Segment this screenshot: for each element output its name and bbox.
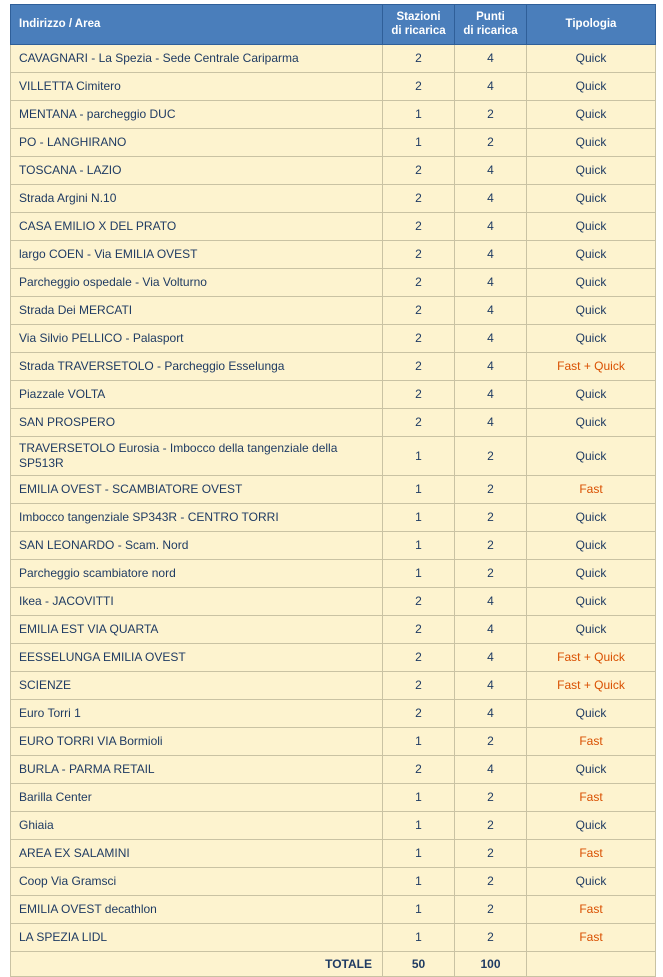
- cell-stations: 1: [383, 783, 455, 811]
- table-row: [11, 727, 656, 755]
- table-row: [11, 128, 656, 156]
- total-type: [527, 951, 656, 976]
- cell-stations: 1: [383, 839, 455, 867]
- cell-stations: 2: [383, 240, 455, 268]
- column-header-stations-line2: di ricarica: [391, 25, 446, 38]
- table-row: [11, 643, 656, 671]
- table-row: [11, 212, 656, 240]
- cell-type: Quick: [527, 559, 656, 587]
- cell-points: 2: [455, 503, 527, 531]
- cell-stations: 2: [383, 184, 455, 212]
- table-row: [11, 811, 656, 839]
- table-footer-row: [11, 951, 656, 976]
- cell-stations: 1: [383, 100, 455, 128]
- table-row: [11, 296, 656, 324]
- cell-points: 4: [455, 643, 527, 671]
- cell-points: 4: [455, 587, 527, 615]
- cell-points: 4: [455, 268, 527, 296]
- table-header: [11, 5, 656, 45]
- cell-type: Quick: [527, 72, 656, 100]
- cell-type: Quick: [527, 587, 656, 615]
- cell-type: Quick: [527, 296, 656, 324]
- cell-type: Quick: [527, 380, 656, 408]
- cell-address: BURLA - PARMA RETAIL: [11, 755, 383, 783]
- cell-points: 2: [455, 867, 527, 895]
- cell-address: MENTANA - parcheggio DUC: [11, 100, 383, 128]
- table-row: [11, 240, 656, 268]
- table-row: [11, 184, 656, 212]
- cell-stations: 2: [383, 587, 455, 615]
- table-footer: [11, 951, 656, 976]
- cell-points: 2: [455, 923, 527, 951]
- cell-address: SCIENZE: [11, 671, 383, 699]
- cell-stations: 2: [383, 72, 455, 100]
- cell-type: Quick: [527, 128, 656, 156]
- cell-points: 2: [455, 128, 527, 156]
- cell-address: EMILIA OVEST decathlon: [11, 895, 383, 923]
- cell-points: 4: [455, 184, 527, 212]
- table-row: [11, 531, 656, 559]
- cell-type: Fast: [527, 727, 656, 755]
- column-header-address: Indirizzo / Area: [11, 5, 383, 45]
- cell-type: Quick: [527, 240, 656, 268]
- cell-address: SAN PROSPERO: [11, 408, 383, 436]
- column-header-points: [455, 5, 527, 45]
- table-row: [11, 72, 656, 100]
- cell-type: Quick: [527, 156, 656, 184]
- cell-address: Parcheggio ospedale - Via Volturno: [11, 268, 383, 296]
- cell-address: EURO TORRI VIA Bormioli: [11, 727, 383, 755]
- cell-stations: 2: [383, 380, 455, 408]
- cell-address: PO - LANGHIRANO: [11, 128, 383, 156]
- cell-address: Barilla Center: [11, 783, 383, 811]
- table-row: [11, 380, 656, 408]
- cell-stations: 1: [383, 531, 455, 559]
- cell-type: Quick: [527, 755, 656, 783]
- table-row: [11, 268, 656, 296]
- cell-points: 2: [455, 559, 527, 587]
- cell-type: Quick: [527, 212, 656, 240]
- cell-address: Via Silvio PELLICO - Palasport: [11, 324, 383, 352]
- cell-points: 4: [455, 671, 527, 699]
- cell-address: Ikea - JACOVITTI: [11, 587, 383, 615]
- cell-address: EMILIA OVEST - SCAMBIATORE OVEST: [11, 475, 383, 503]
- cell-address: CASA EMILIO X DEL PRATO: [11, 212, 383, 240]
- cell-address: LA SPEZIA LIDL: [11, 923, 383, 951]
- cell-type: Fast + Quick: [527, 352, 656, 380]
- cell-points: 2: [455, 895, 527, 923]
- cell-points: 4: [455, 324, 527, 352]
- cell-points: 2: [455, 839, 527, 867]
- cell-type: Fast: [527, 923, 656, 951]
- table-row: [11, 44, 656, 72]
- cell-address: Strada Argini N.10: [11, 184, 383, 212]
- cell-points: 4: [455, 296, 527, 324]
- cell-type: Quick: [527, 408, 656, 436]
- cell-type: Quick: [527, 811, 656, 839]
- cell-type: Quick: [527, 531, 656, 559]
- cell-stations: 2: [383, 324, 455, 352]
- table-row: [11, 615, 656, 643]
- cell-type: Fast + Quick: [527, 643, 656, 671]
- cell-address: Strada Dei MERCATI: [11, 296, 383, 324]
- table-row: [11, 324, 656, 352]
- cell-stations: 2: [383, 156, 455, 184]
- cell-address: Coop Via Gramsci: [11, 867, 383, 895]
- cell-points: 4: [455, 408, 527, 436]
- cell-stations: 2: [383, 615, 455, 643]
- table-row: [11, 436, 656, 475]
- cell-address: Euro Torri 1: [11, 699, 383, 727]
- cell-stations: 1: [383, 867, 455, 895]
- cell-points: 2: [455, 783, 527, 811]
- cell-type: Quick: [527, 100, 656, 128]
- table-row: [11, 475, 656, 503]
- table-row: [11, 839, 656, 867]
- cell-address: Piazzale VOLTA: [11, 380, 383, 408]
- cell-address: EESSELUNGA EMILIA OVEST: [11, 643, 383, 671]
- cell-stations: 1: [383, 727, 455, 755]
- cell-stations: 2: [383, 755, 455, 783]
- cell-type: Fast: [527, 783, 656, 811]
- cell-points: 2: [455, 531, 527, 559]
- table-row: [11, 100, 656, 128]
- cell-type: Quick: [527, 615, 656, 643]
- cell-stations: 2: [383, 268, 455, 296]
- cell-stations: 1: [383, 436, 455, 475]
- cell-address: VILLETTA Cimitero: [11, 72, 383, 100]
- cell-type: Quick: [527, 436, 656, 475]
- cell-type: Fast: [527, 895, 656, 923]
- cell-address: TRAVERSETOLO Eurosia - Imbocco della tangenziale della SP513R: [11, 436, 383, 475]
- table-row: [11, 408, 656, 436]
- table-row: [11, 559, 656, 587]
- table-row: [11, 671, 656, 699]
- cell-points: 4: [455, 352, 527, 380]
- cell-stations: 2: [383, 671, 455, 699]
- cell-points: 4: [455, 615, 527, 643]
- cell-points: 2: [455, 727, 527, 755]
- cell-stations: 2: [383, 643, 455, 671]
- cell-points: 4: [455, 240, 527, 268]
- table-row: [11, 587, 656, 615]
- cell-points: 4: [455, 755, 527, 783]
- total-label: TOTALE: [11, 951, 383, 976]
- table-row: [11, 867, 656, 895]
- total-stations: 50: [383, 951, 455, 976]
- cell-address: Strada TRAVERSETOLO - Parcheggio Esselunga: [11, 352, 383, 380]
- cell-address: AREA EX SALAMINI: [11, 839, 383, 867]
- cell-points: 2: [455, 436, 527, 475]
- cell-address: EMILIA EST VIA QUARTA: [11, 615, 383, 643]
- cell-stations: 1: [383, 923, 455, 951]
- table-row: [11, 503, 656, 531]
- column-header-stations-line1: Stazioni: [396, 11, 441, 23]
- cell-address: Imbocco tangenziale SP343R - CENTRO TORRI: [11, 503, 383, 531]
- cell-points: 4: [455, 699, 527, 727]
- cell-type: Quick: [527, 699, 656, 727]
- total-points: 100: [455, 951, 527, 976]
- cell-stations: 1: [383, 811, 455, 839]
- cell-points: 4: [455, 156, 527, 184]
- cell-stations: 2: [383, 212, 455, 240]
- cell-address: TOSCANA - LAZIO: [11, 156, 383, 184]
- column-header-stations: [383, 5, 455, 45]
- cell-stations: 2: [383, 44, 455, 72]
- cell-stations: 1: [383, 503, 455, 531]
- cell-type: Quick: [527, 503, 656, 531]
- cell-address: Ghiaia: [11, 811, 383, 839]
- cell-type: Quick: [527, 324, 656, 352]
- charging-stations-table: [10, 4, 656, 977]
- cell-type: Fast + Quick: [527, 671, 656, 699]
- cell-points: 4: [455, 72, 527, 100]
- table-row: [11, 156, 656, 184]
- table-row: [11, 699, 656, 727]
- cell-stations: 2: [383, 699, 455, 727]
- table-row: [11, 895, 656, 923]
- cell-type: Fast: [527, 839, 656, 867]
- cell-stations: 2: [383, 408, 455, 436]
- column-header-type: Tipologia: [527, 5, 656, 45]
- table-header-row: [11, 5, 656, 45]
- cell-address: SAN LEONARDO - Scam. Nord: [11, 531, 383, 559]
- cell-stations: 1: [383, 559, 455, 587]
- table-row: [11, 783, 656, 811]
- cell-address: largo COEN - Via EMILIA OVEST: [11, 240, 383, 268]
- cell-points: 4: [455, 380, 527, 408]
- cell-stations: 2: [383, 352, 455, 380]
- cell-type: Quick: [527, 184, 656, 212]
- cell-stations: 1: [383, 475, 455, 503]
- table-row: [11, 352, 656, 380]
- cell-stations: 1: [383, 128, 455, 156]
- cell-type: Fast: [527, 475, 656, 503]
- cell-stations: 1: [383, 895, 455, 923]
- cell-type: Quick: [527, 268, 656, 296]
- cell-address: CAVAGNARI - La Spezia - Sede Centrale Cariparma: [11, 44, 383, 72]
- cell-type: Quick: [527, 44, 656, 72]
- cell-address: Parcheggio scambiatore nord: [11, 559, 383, 587]
- cell-points: 2: [455, 475, 527, 503]
- cell-stations: 2: [383, 296, 455, 324]
- column-header-points-line2: di ricarica: [463, 25, 518, 38]
- table-body: [11, 44, 656, 951]
- cell-points: 2: [455, 811, 527, 839]
- cell-type: Quick: [527, 867, 656, 895]
- column-header-points-line1: Punti: [476, 11, 505, 23]
- cell-points: 2: [455, 100, 527, 128]
- cell-points: 4: [455, 212, 527, 240]
- table-row: [11, 755, 656, 783]
- table-row: [11, 923, 656, 951]
- cell-points: 4: [455, 44, 527, 72]
